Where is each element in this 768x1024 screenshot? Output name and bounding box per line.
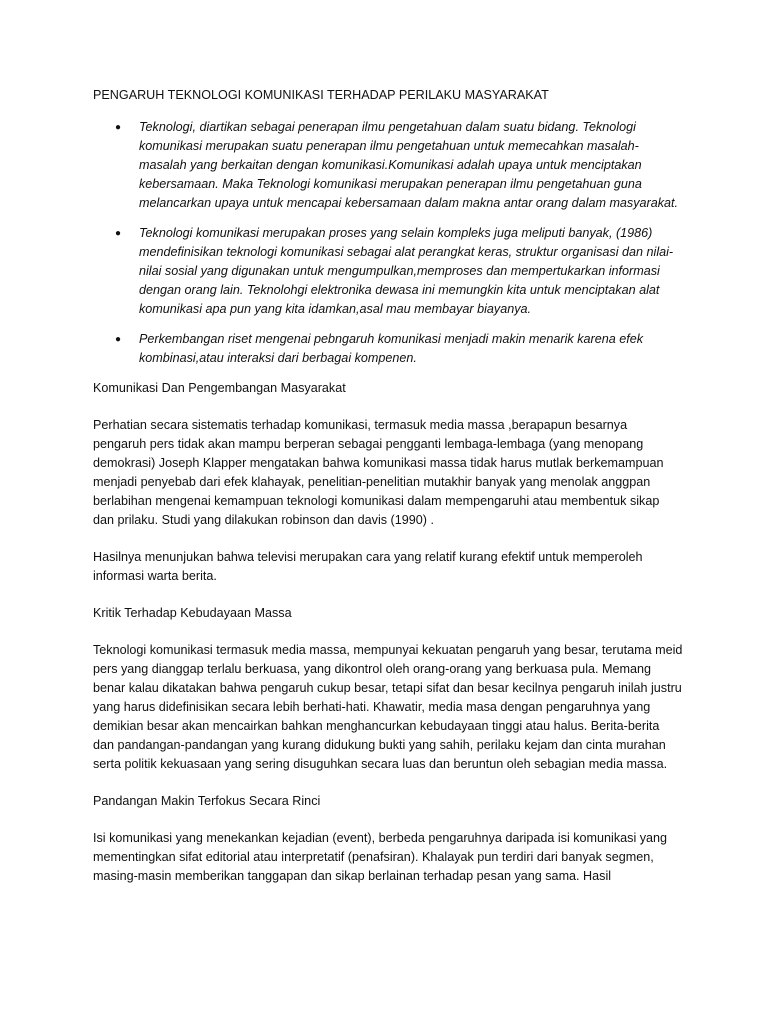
paragraph: Hasilnya menunjukan bahwa televisi merupakan cara yang relatif kurang efektif untuk memperoleh informasi warta berita. <box>93 550 643 583</box>
bullet-dot-icon: ● <box>115 228 122 239</box>
bullet-item <box>93 118 683 213</box>
document-title: PENGARUH TEKNOLOGI KOMUNIKASI TERHADAP PERILAKU MASYARAKAT <box>93 88 549 102</box>
paragraph: Isi komunikasi yang menekankan kejadian (event), berbeda pengaruhnya daripada isi komunikasi yang mementingkan sifat editorial atau interpretatif (penafsiran). Khalayak pun terdiri dari banyak segmen, masing-masin memberikan tanggapan dan sikap berlainan terhadap pesan yang sama. Hasil <box>93 831 668 883</box>
section-heading-komunikasi: Komunikasi Dan Pengembangan Masyarakat <box>93 381 346 395</box>
bullet-item <box>93 224 683 319</box>
document-body <box>93 86 683 904</box>
bullet-item <box>93 330 683 368</box>
paragraph: Teknologi komunikasi termasuk media massa, mempunyai kekuatan pengaruh yang besar, terutama meid pers yang dianggap terlalu berkuasa, yang dikontrol oleh orang-orang yang berkuasa pula. Memang benar kalau dikatakan bahwa pengaruh cukup besar, tetapi sifat dan besar kecilnya pengaruh inilah justru yang harus didefinisikan secara lebih berhati-hati. Khawatir, media masa dengan pengaruhnya yang demikian besar akan mencairkan bahkan menghancurkan kebudayaan tinggi atau halus. Berita-berita dan pandangan-pandangan yang kurang didukung bukti yang sahih, perilaku kejam dan cinta murahan serta politik kekuasaan yang sering disuguhkan secara luas dan beruntun oleh sebagian media massa. <box>93 643 683 771</box>
paragraph: Perhatian secara sistematis terhadap komunikasi, termasuk media massa ,berapapun besarnya pengaruh pers tidak akan mampu berperan sebagai pengganti lembaga-lembaga (yang menopang demokrasi) Joseph Klapper mengatakan bahwa komunikasi massa tidak harus mutlak berkemampuan menjadi penyebab dari efek klahayak, penelitian-penelitian mutakhir banyak yang menolak anggpan berlabihan mengenai kemampuan teknologi komunikasi dalam mempengaruhi atau membentuk sikap dan prilaku. Studi yang dilakukan robinson dan davis (1990) . <box>93 418 664 527</box>
bullet-dot-icon: ● <box>115 334 122 345</box>
section-heading-kritik: Kritik Terhadap Kebudayaan Massa <box>93 606 292 620</box>
section-heading-pandangan: Pandangan Makin Terfokus Secara Rinci <box>93 794 321 808</box>
bullet-text: Perkembangan riset mengenai pebngaruh komunikasi menjadi makin menarik karena efek kombinasi,atau interaksi dari berbagai kompenen. <box>139 332 644 365</box>
bullet-list <box>93 118 683 368</box>
bullet-text: Teknologi komunikasi merupakan proses yang selain kompleks juga meliputi banyak, (1986) mendefinisikan teknologi komunikasi sebagai alat perangkat keras, struktur organisasi dan nilai-nilai sosial yang digunakan untuk mengumpulkan,memproses dan mempertukarkan informasi dengan orang lain. Teknolohgi elektronika dewasa ini memungkin kita untuk menciptakan alat komunikasi apa pun yang kita idamkan,asal mau membayar biayanya. <box>139 226 674 316</box>
bullet-dot-icon: ● <box>115 122 122 133</box>
bullet-text: Teknologi, diartikan sebagai penerapan ilmu pengetahuan dalam suatu bidang. Teknologi komunikasi merupakan suatu penerapan ilmu pengetahuan untuk memecahkan masalah-masalah yang berkaitan dengan komunikasi.Komunikasi adalah upaya untuk menciptakan kebersamaan. Maka Teknologi komunikasi merupakan penerapan ilmu pengetahuan guna melancarkan upaya untuk mencapai kebersamaan dalam makna antar orang dalam masyarakat. <box>139 120 679 210</box>
